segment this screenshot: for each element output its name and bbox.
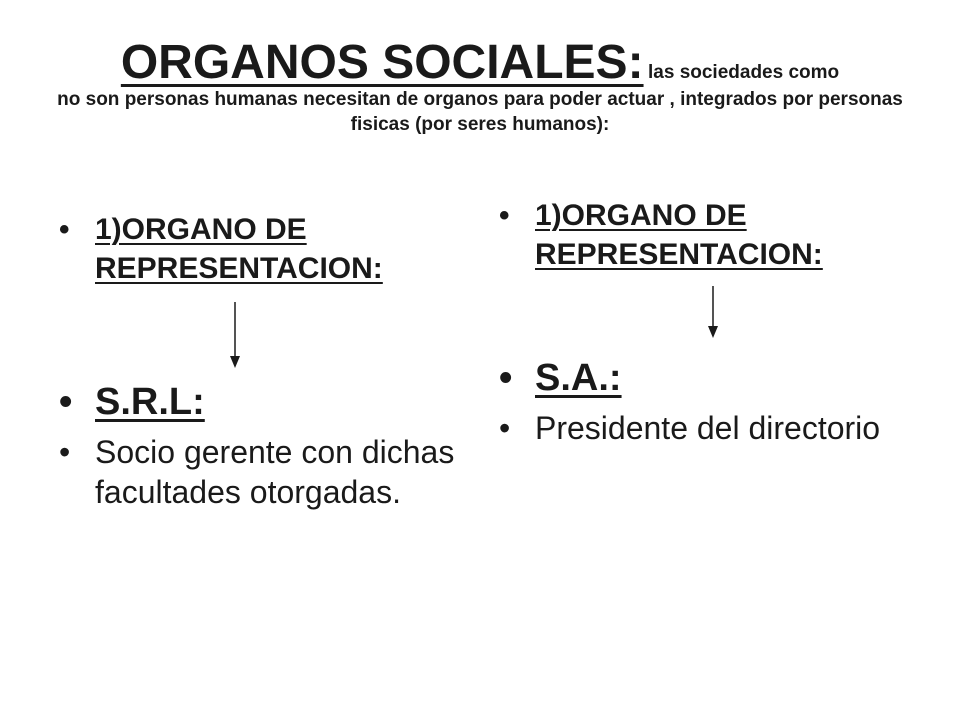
right-arrow [495,286,895,342]
right-entity: S.A.: [535,357,622,399]
arrow-down-icon [705,286,721,342]
left-description-item [55,432,455,512]
left-entity: S.R.L: [95,381,205,423]
right-description-item [495,408,895,448]
right-column [495,196,895,448]
title-subtitle-rest: no son personas humanas necesitan de organos para poder actuar , integrados por personas fisicas (por seres humanos): [57,89,903,136]
right-entity-item [495,356,895,402]
left-entity-item [55,380,455,426]
title-subtitle-inline: las sociedades como [648,62,840,83]
right-heading-item [495,196,895,274]
slide-title [30,38,930,138]
arrow-down-icon [227,302,243,372]
left-heading-item [55,210,455,288]
right-heading: 1)ORGANO DE REPRESENTACION: [535,199,823,271]
left-heading: 1)ORGANO DE REPRESENTACION: [95,213,383,285]
right-description: Presidente del directorio [535,409,881,446]
left-arrow [55,302,455,372]
left-description: Socio gerente con dichas facultades otorgadas. [95,433,455,510]
left-column [55,210,455,512]
page-title: ORGANOS SOCIALES: [120,36,644,89]
